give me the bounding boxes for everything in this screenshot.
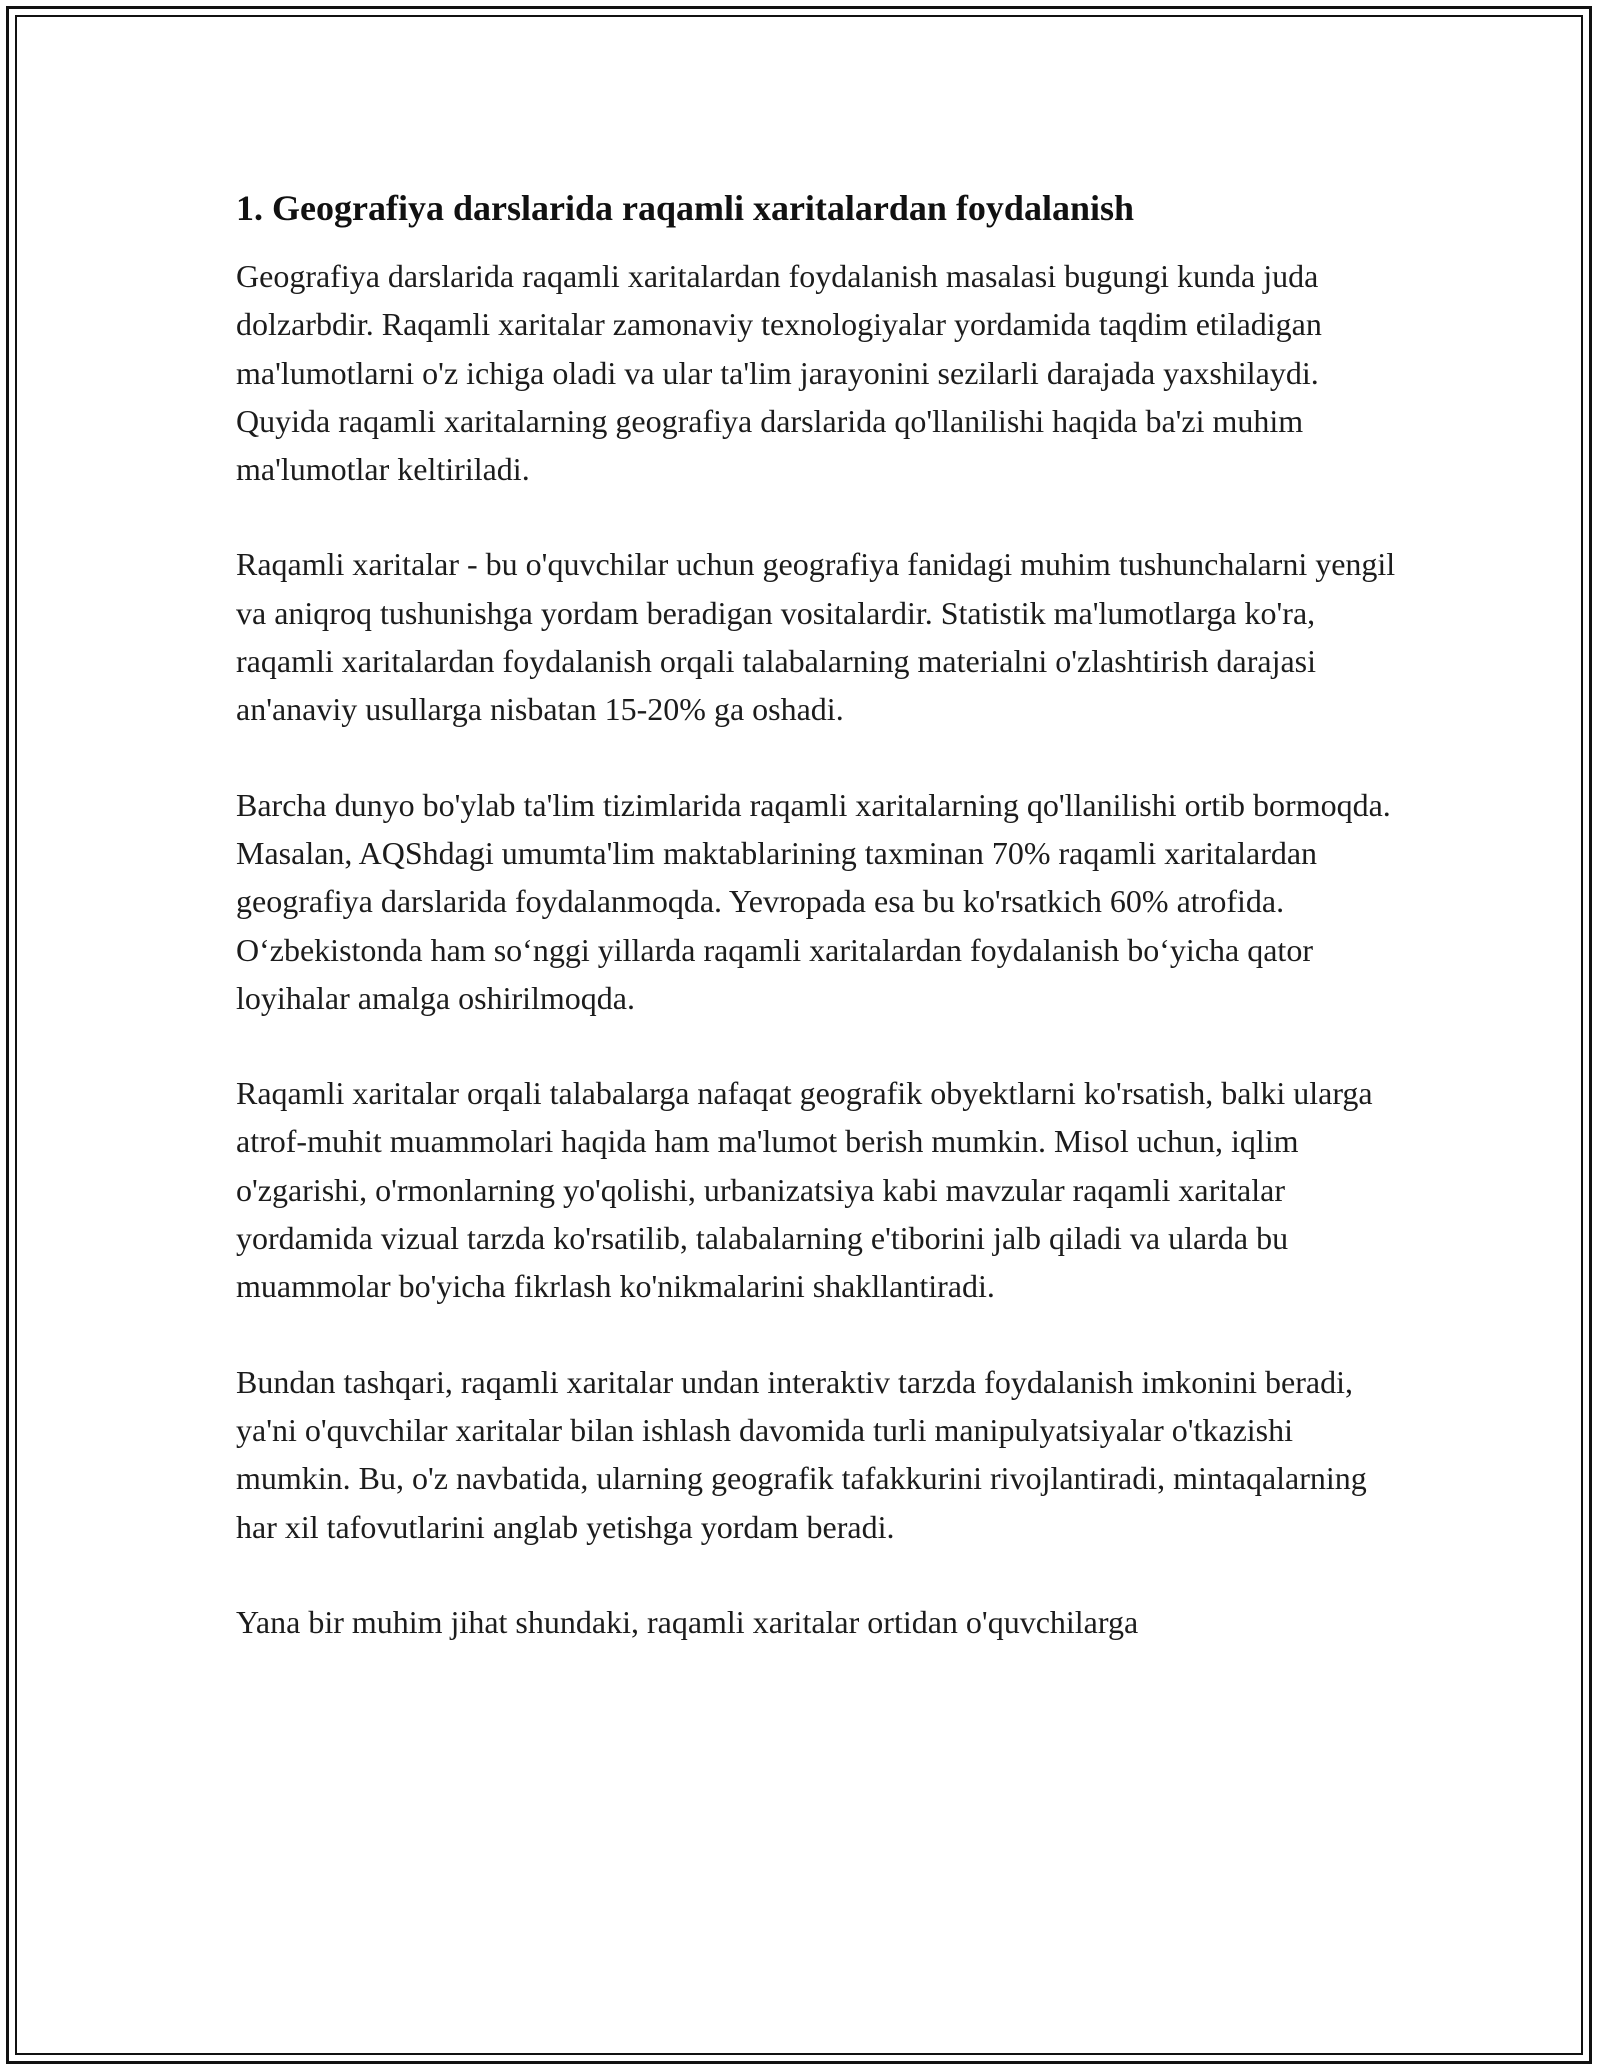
paragraph-intro: Geografiya darslarida raqamli xaritalardan foydalanish masalasi bugungi kunda juda dolzarbdir. Raqamli xaritalar zamonaviy texnologiyalar yordamida taqdim etiladigan ma'lumotlarni o'z ichiga oladi va ular ta'lim jarayonini sezilarli darajada yaxshilaydi. Quyida raqamli xaritalarning geografiya darslarida qo'llanilishi haqida ba'zi muhim ma'lumotlar keltiriladi. <box>236 258 1322 488</box>
section-heading: 1. Geografiya darslarida raqamli xaritalardan foydalanish <box>236 188 1135 228</box>
paragraph-continuation: Yana bir muhim jihat shundaki, raqamli xaritalar ortidan o'quvchilarga <box>236 1603 1139 1640</box>
paragraph-world-usage: Barcha dunyo bo'ylab ta'lim tizimlarida raqamli xaritalarning qo'llanilishi ortib bormoqda. Masalan, AQShdagi umumta'lim maktablarining taxminan 70% raqamli xaritalardan geografiya darslarida foydalanmoqda. Yevropada esa bu ko'rsatkich 60% atrofida. O‘zbekistonda ham so‘nggi yillarda raqamli xaritalardan foydalanish bo‘yicha qator loyihalar amalga oshirilmoqda. <box>236 786 1391 1016</box>
document-body <box>236 186 1396 1693</box>
paragraph-interactive: Bundan tashqari, raqamli xaritalar undan interaktiv tarzda foydalanish imkonini beradi, ya'ni o'quvchilar xaritalar bilan ishlash davomida turli manipulyatsiyalar o'tkazishi mumkin. Bu, o'z navbatida, ularning geografik tafakkurini rivojlantiradi, mintaqalarning har xil tafovutlarini anglab yetishga yordam beradi. <box>236 1363 1367 1545</box>
paragraph-environment: Raqamli xaritalar orqali talabalarga nafaqat geografik obyektlarni ko'rsatish, balki ularga atrof-muhit muammolari haqida ham ma'lumot berish mumkin. Misol uchun, iqlim o'zgarishi, o'rmonlarning yo'qolishi, urbanizatsiya kabi mavzular raqamli xaritalar yordamida vizual tarzda ko'rsatilib, talabalarning e'tiborini jalb qiladi va ularda bu muammolar bo'yicha fikrlash ko'nikmalarini shakllantiradi. <box>236 1075 1373 1305</box>
paragraph-definition: Raqamli xaritalar - bu o'quvchilar uchun geografiya fanidagi muhim tushunchalarni yengil va aniqroq tushunishga yordam beradigan vositalardir. Statistik ma'lumotlarga ko'ra, raqamli xaritalardan foydalanish orqali talabalarning materialni o'zlashtirish darajasi an'anaviy usullarga nisbatan 15-20% ga oshadi. <box>236 546 1396 728</box>
